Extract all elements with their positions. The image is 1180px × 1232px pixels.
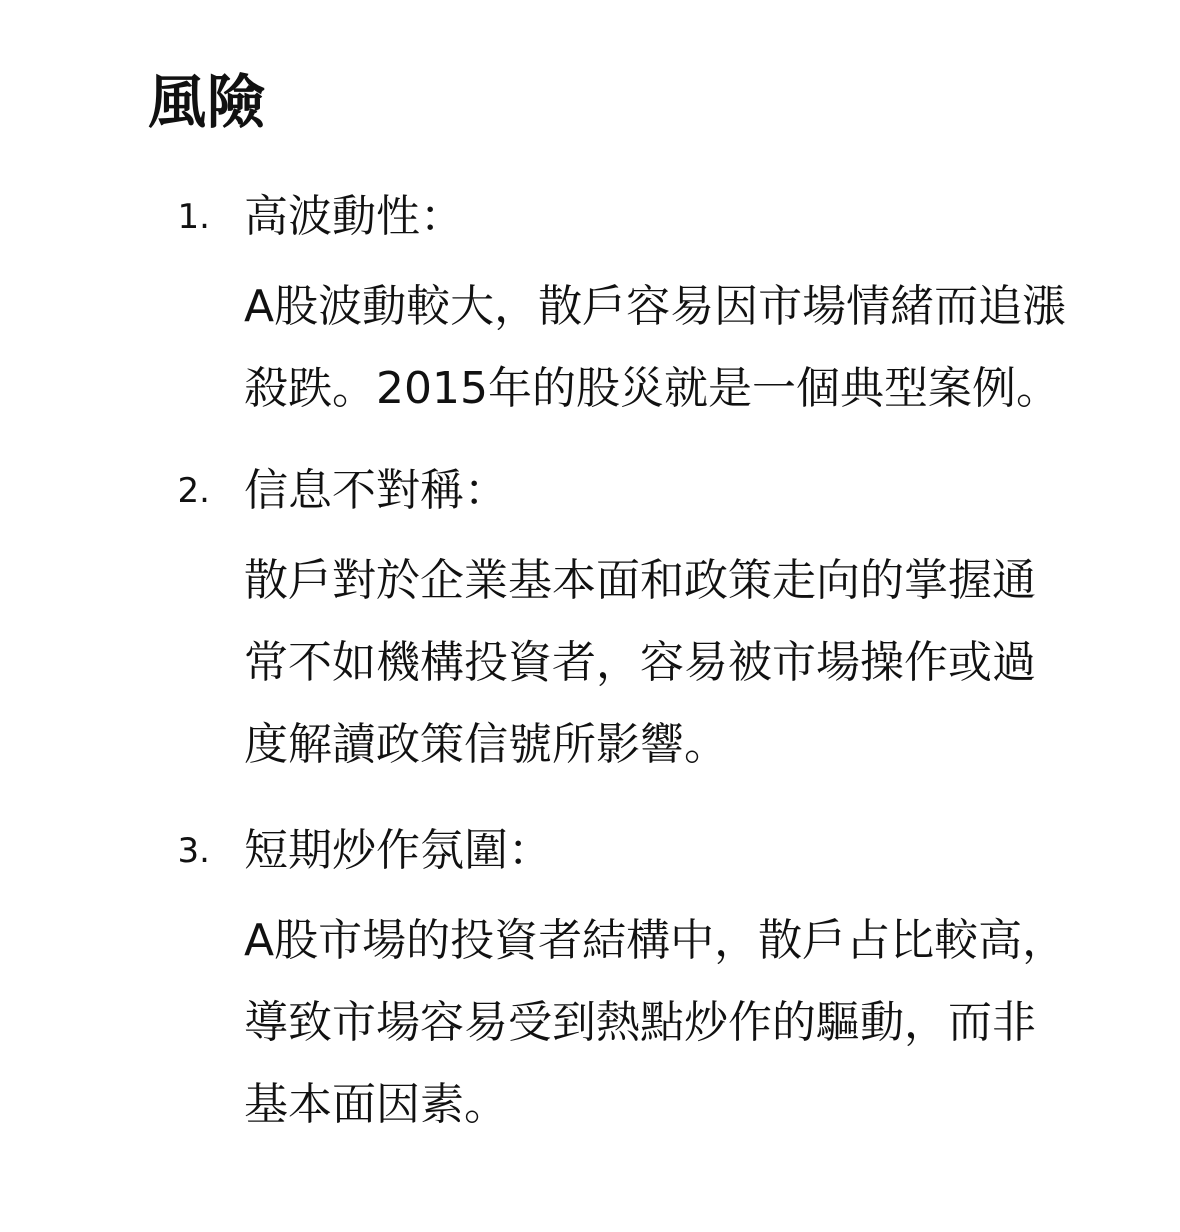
page-title: 風險 bbox=[148, 68, 267, 136]
list-item-heading: 短期炒作氛圍： bbox=[244, 825, 552, 876]
list-number: 2. bbox=[177, 471, 210, 511]
list-item-heading: 信息不對稱： bbox=[244, 465, 508, 516]
list-item-body bbox=[244, 540, 1144, 786]
list-item-heading: 高波動性： bbox=[244, 191, 464, 242]
list-item-body bbox=[244, 900, 1144, 1146]
body-line: 殺跌。2015年的股災就是一個典型案例。 bbox=[244, 363, 1060, 414]
body-line: A股波動較大，散戶容易因市場情緒而追漲 bbox=[244, 281, 1067, 332]
body-line: 散戶對於企業基本面和政策走向的掌握通 bbox=[244, 555, 1036, 606]
list-number: 3. bbox=[177, 831, 210, 871]
list-number: 1. bbox=[177, 197, 210, 237]
body-line: 導致市場容易受到熱點炒作的驅動，而非 bbox=[244, 997, 1036, 1048]
body-line: 基本面因素。 bbox=[244, 1079, 508, 1130]
body-line: 度解讀政策信號所影響。 bbox=[244, 719, 728, 770]
body-line: 常不如機構投資者，容易被市場操作或過 bbox=[244, 637, 1036, 688]
list-item-body bbox=[244, 266, 1144, 430]
body-line: A股市場的投資者結構中，散戶占比較高， bbox=[244, 915, 1067, 966]
